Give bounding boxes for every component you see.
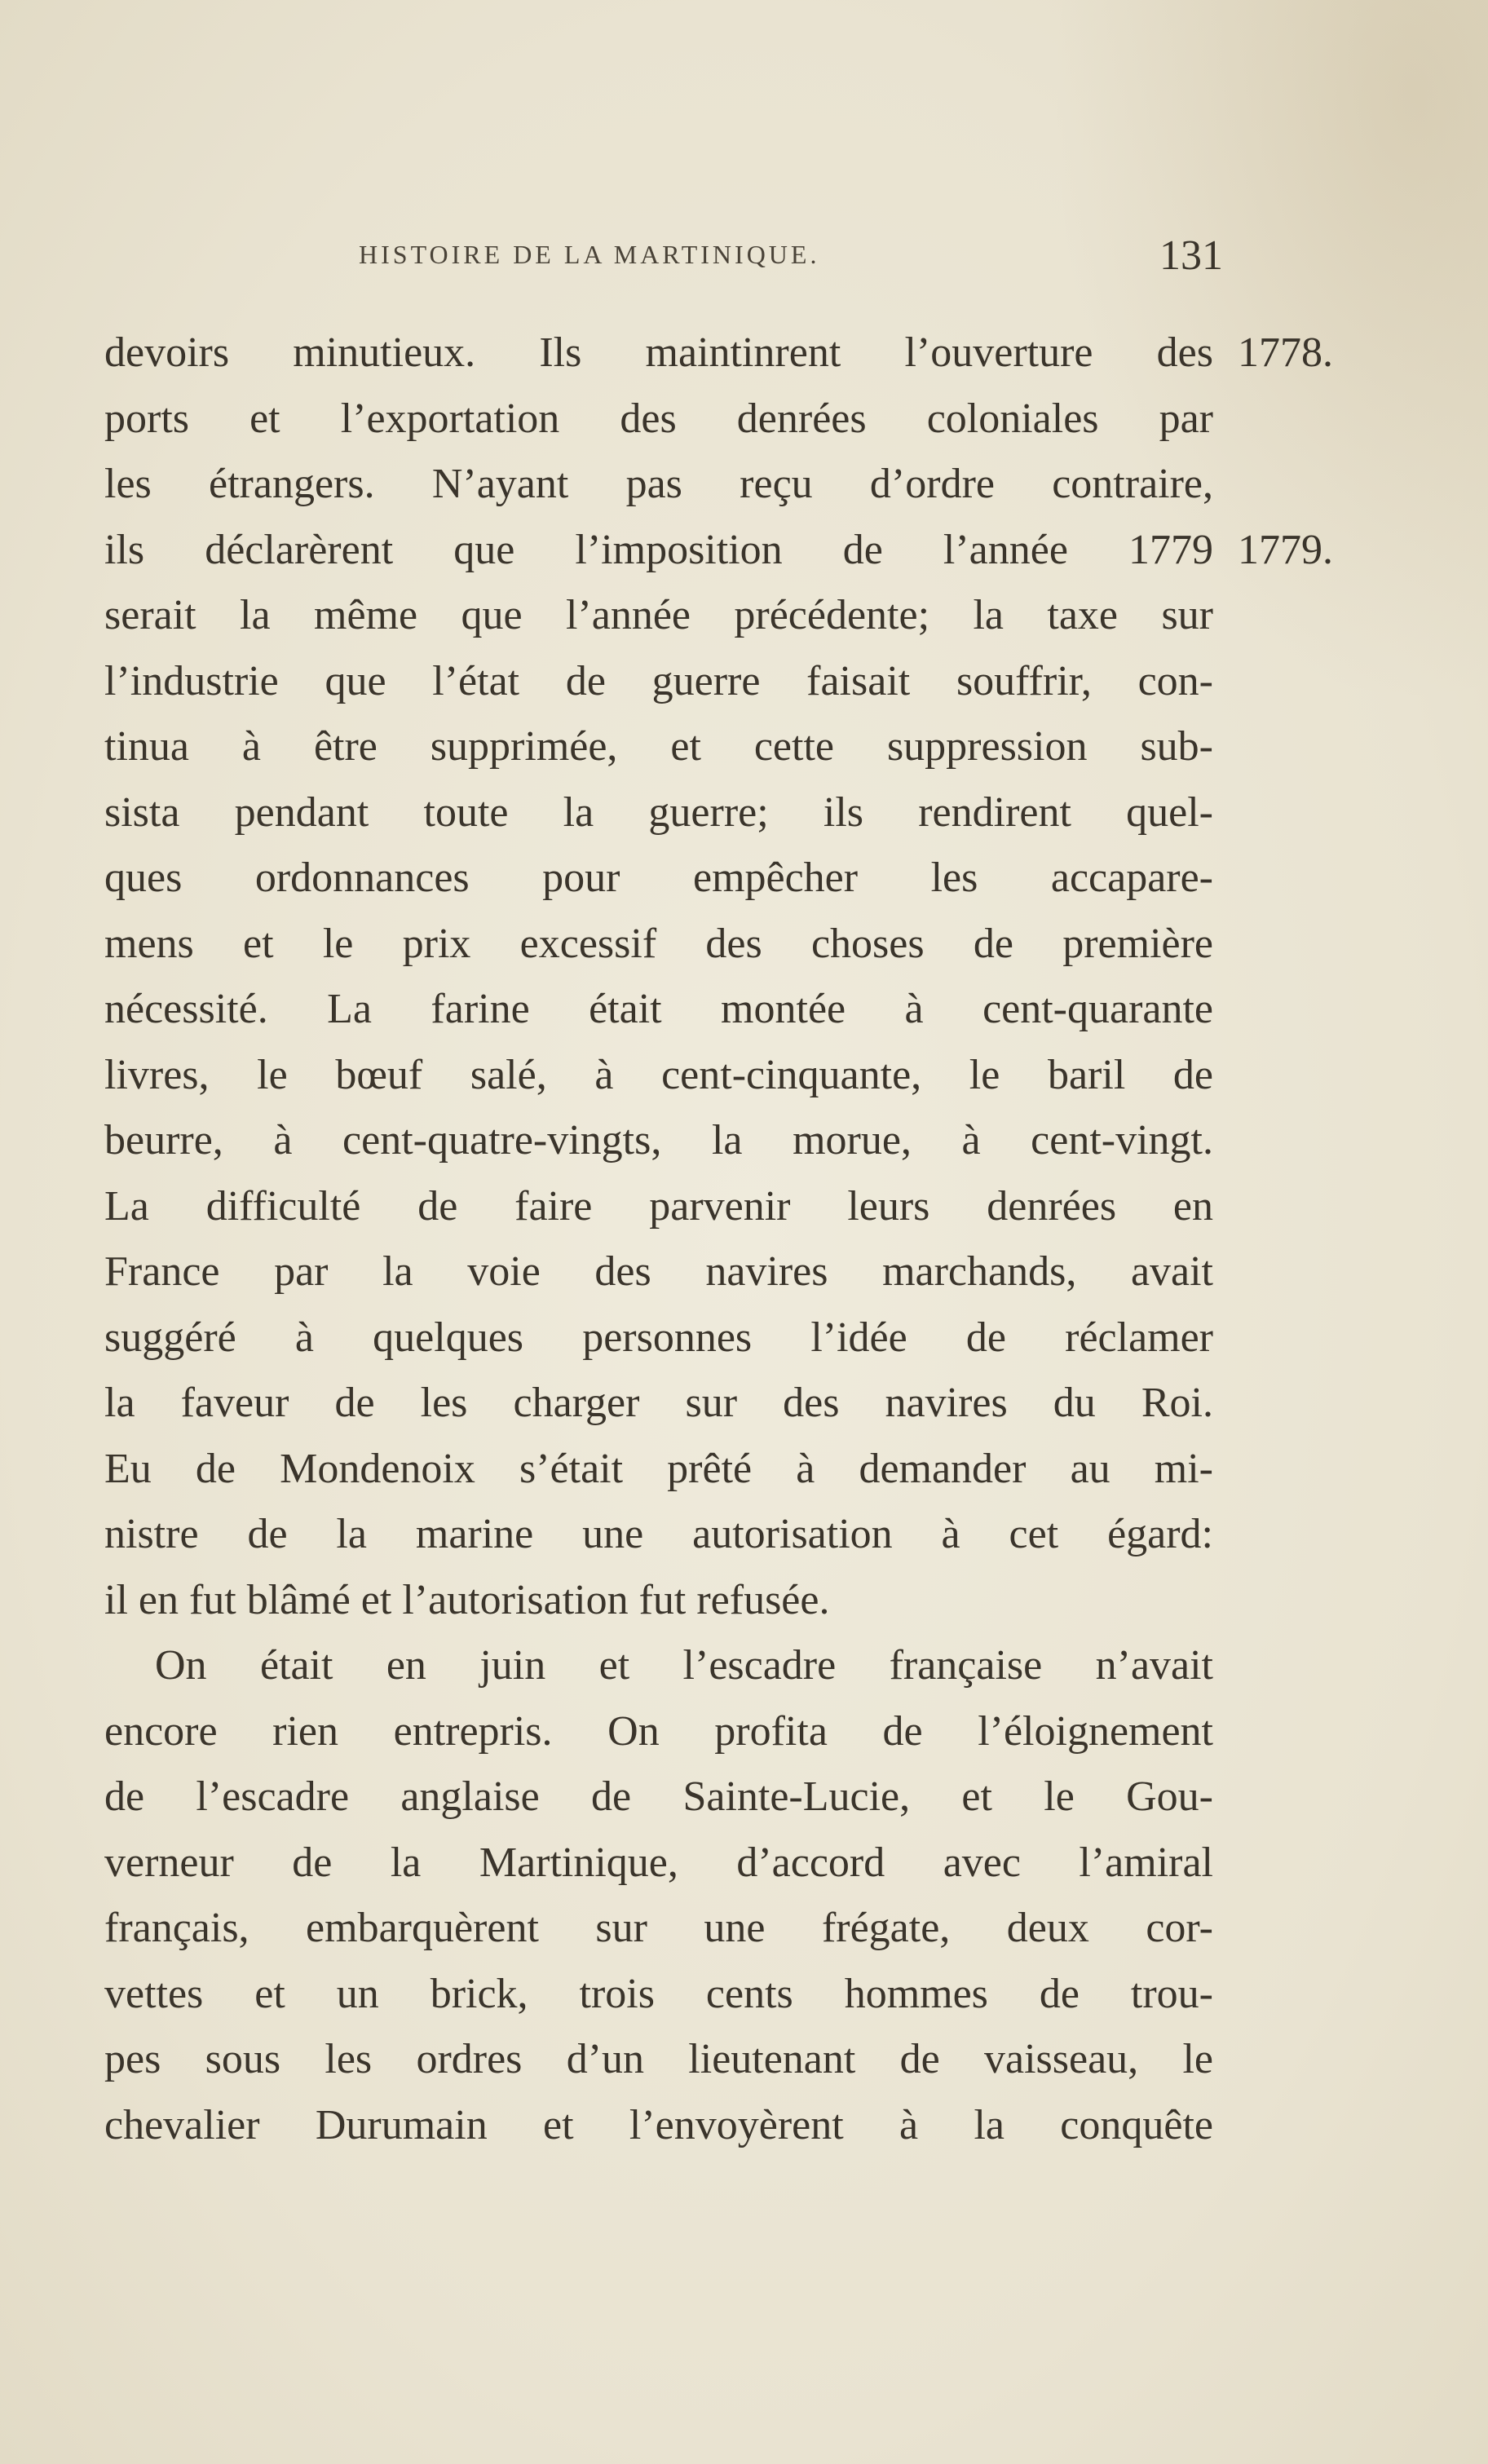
text-line: de l’escadre anglaise de Sainte-Lucie, et le Gou- [104,1773,1213,1820]
text-line: nécessité. La farine était montée à cent-quarante [104,986,1213,1032]
text-line: chevalier Durumain et l’envoyèrent à la conquête [104,2101,1213,2148]
text-line: verneur de la Martinique, d’accord avec l’amiral [104,1839,1213,1886]
text-line: l’industrie que l’état de guerre faisait souffrir, con- [104,657,1213,704]
body-text [104,320,1213,2158]
text-line: français, embarquèrent sur une frégate, deux cor- [104,1905,1213,1951]
text-line: pes sous les ordres d’un lieutenant de vaisseau, le [104,2036,1213,2082]
text-line: La difficulté de faire parvenir leurs denrées en [104,1182,1213,1230]
text-line: Eu de Mondenoix s’était prêté à demander au mi- [104,1445,1213,1492]
text-line: serait la même que l’année précédente; la taxe sur [104,592,1213,638]
text-line: France par la voie des navires marchands, avait [104,1248,1213,1295]
running-title: HISTOIRE DE LA MARTINIQUE. [359,240,820,269]
text-line: sista pendant toute la guerre; ils rendirent quel- [104,788,1213,836]
text-line: ques ordonnances pour empêcher les accapare- [104,854,1213,901]
text-line: la faveur de les charger sur des navires du Roi. [104,1380,1213,1426]
text-line: ports et l’exportation des denrées coloniales par [104,395,1213,442]
margin-year-1779: 1779. [1238,526,1333,573]
page-number: 131 [1159,232,1223,279]
text-line: mens et le prix excessif des choses de première [104,920,1213,967]
text-line: encore rien entrepris. On profita de l’éloignement [104,1707,1213,1755]
text-line: livres, le bœuf salé, à cent-cinquante, le baril de [104,1051,1213,1098]
text-line: vettes et un brick, trois cents hommes de trou- [104,1970,1213,2017]
text-line: il en fut blâmé et l’autorisation fut refusée. [104,1576,830,1623]
text-line: On était en juin et l’escadre française n’avait [155,1642,1213,1689]
page-header [359,232,1223,284]
text-line: tinua à être supprimée, et cette suppression sub- [104,723,1213,770]
text-line: les étrangers. N’ayant pas reçu d’ordre contraire, [104,461,1213,507]
text-line: devoirs minutieux. Ils maintinrent l’ouverture des [104,329,1213,376]
text-line: beurre, à cent-quatre-vingts, la morue, à cent-vingt. [104,1117,1213,1164]
text-line: suggéré à quelques personnes l’idée de réclamer [104,1314,1213,1361]
margin-year-1778: 1778. [1238,329,1333,376]
text-line: ils déclarèrent que l’imposition de l’année 1779 [104,526,1213,573]
text-line: nistre de la marine une autorisation à cet égard: [104,1511,1213,1557]
